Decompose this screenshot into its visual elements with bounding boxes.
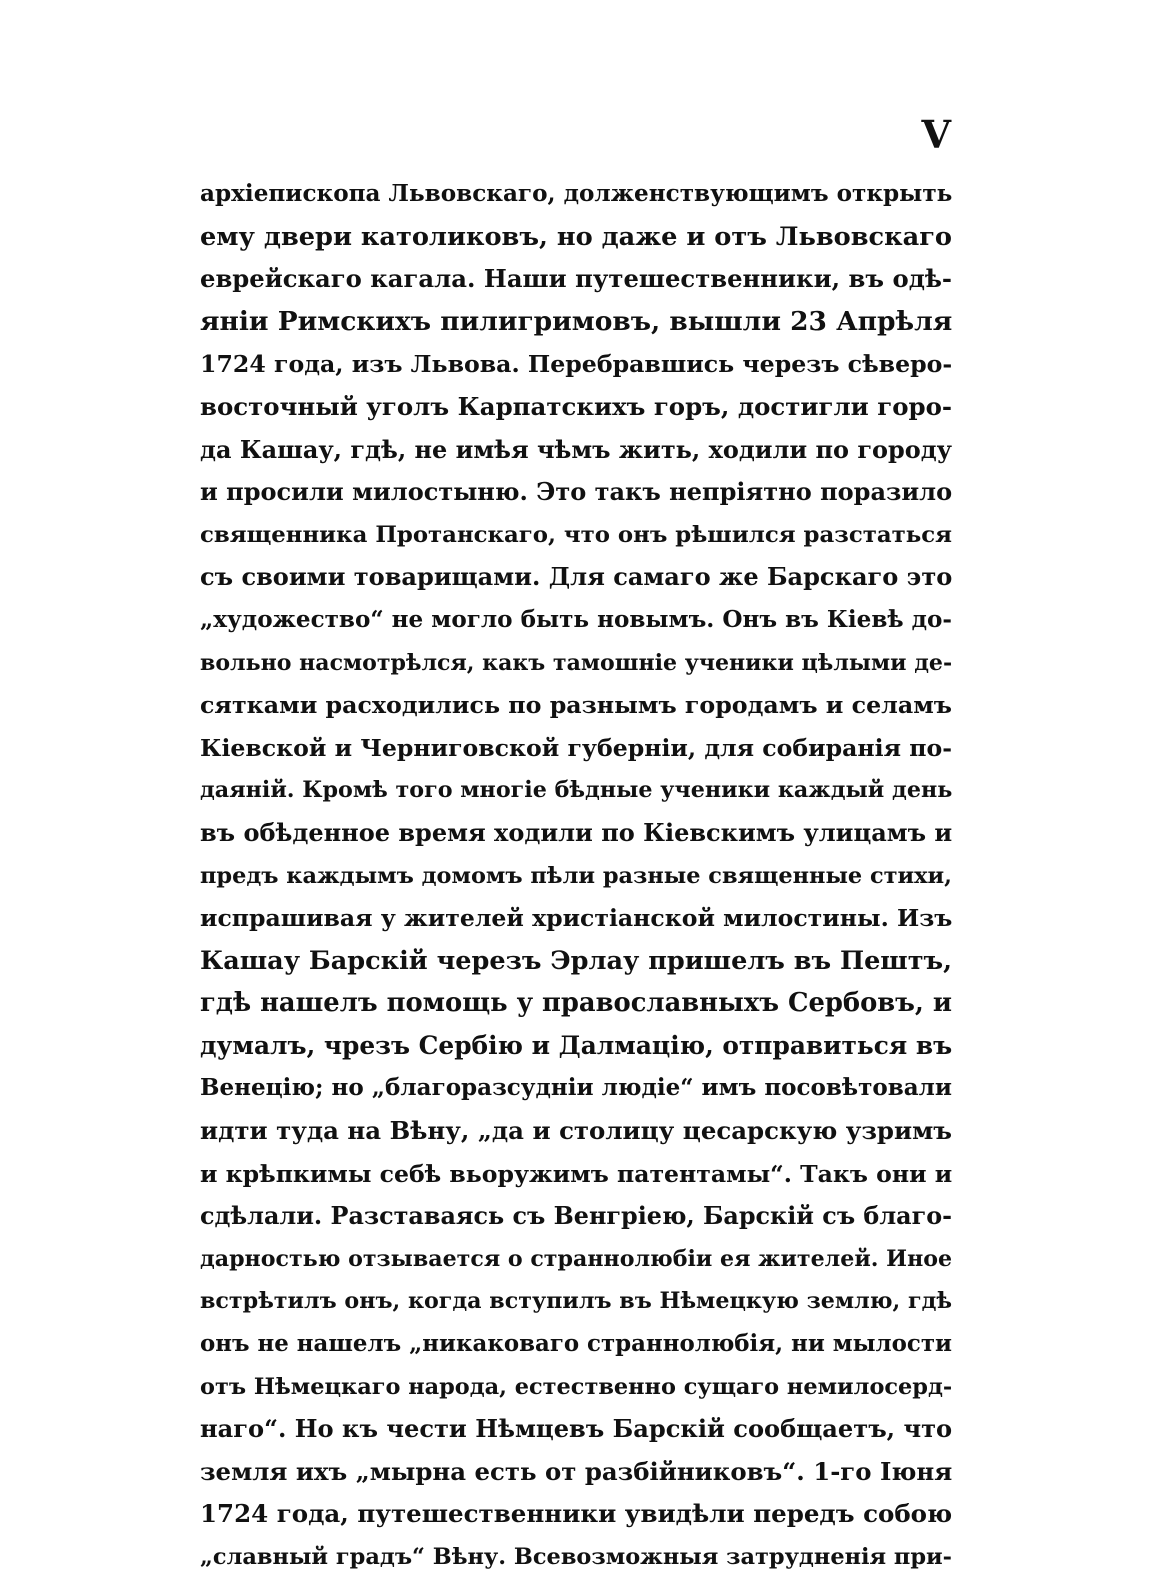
text-line: гдѣ нашелъ помощь у православныхъ Сербовъ, и xyxy=(200,988,952,1019)
text-line: испрашивая у жителей христіанской милостины. Изъ xyxy=(200,904,953,933)
text-line: 1724 года, изъ Львова. Перебравшись черезъ сѣверо- xyxy=(200,350,953,379)
text-line: 1724 года, путешественники увидѣли передъ собою xyxy=(200,1499,953,1529)
text-line: яніи Римскихъ пилигримовъ, вышли 23 Апрѣля xyxy=(200,305,953,337)
text-line: „художество“ не могло быть новымъ. Онъ въ Кіевѣ до- xyxy=(200,605,952,633)
text-line: и просили милостыню. Это такъ непріятно поразило xyxy=(200,477,953,507)
text-line: онъ не нашелъ „никаковаго страннолюбія, ни мылости xyxy=(200,1331,953,1358)
text-line: да Кашау, гдѣ, не имѣя чѣмъ жить, ходили по городу xyxy=(200,435,952,464)
text-line: наго“. Но къ чести Нѣмцевъ Барскій сообщаетъ, что xyxy=(200,1414,953,1444)
text-line: отъ Нѣмецкаго народа, естественно сущаго немилосерд- xyxy=(200,1373,953,1400)
text-line: архіепископа Львовскаго, долженствующимъ открыть xyxy=(200,180,953,207)
text-line: съ своими товарищами. Для самаго же Барскаго это xyxy=(200,562,953,592)
text-line: сятками расходились по разнымъ городамъ и селамъ xyxy=(200,691,952,720)
text-line: вольно насмотрѣлся, какъ тамошніе ученики цѣлыми де- xyxy=(200,649,953,676)
text-line: еврейскаго кагала. Наши путешественники, въ одѣ- xyxy=(200,264,952,294)
text-line: священника Протанскаго, что онъ рѣшился разстаться xyxy=(200,521,952,548)
text-line: дарностью отзывается о страннолюбіи ея жителей. Иное xyxy=(200,1245,953,1272)
text-line: въ обѣденное время ходили по Кіевскимъ улицамъ и xyxy=(200,817,953,847)
text-line: восточный уголъ Карпатскихъ горъ, достигли горо- xyxy=(200,391,952,421)
body-text xyxy=(200,173,952,1579)
text-line: сдѣлали. Разставаясь съ Венгріею, Барскій съ благо- xyxy=(200,1202,952,1231)
text-line: Кіевской и Черниговской губерніи, для собиранія по- xyxy=(200,733,952,762)
text-line: ему двери католиковъ, но даже и отъ Львовскаго xyxy=(200,221,952,252)
text-line: думалъ, чрезъ Сербію и Далмацію, отправиться въ xyxy=(200,1030,953,1060)
text-line: даяній. Кромѣ того многіе бѣдные ученики каждый день xyxy=(200,777,953,804)
text-line: и крѣпкимы себѣ вьоружимъ патентамы“. Такъ они и xyxy=(200,1159,953,1188)
text-line: предъ каждымъ домомъ пѣли разные священные стихи, xyxy=(200,862,952,889)
page-number: V xyxy=(921,112,951,157)
text-line: Кашау Барскій черезъ Эрлау пришелъ въ Пештъ, xyxy=(200,945,952,976)
text-line: встрѣтилъ онъ, когда вступилъ въ Нѣмецкую землю, гдѣ xyxy=(200,1288,952,1315)
text-line: Венецію; но „благоразсудніи людіе“ имъ посовѣтовали xyxy=(200,1074,952,1102)
text-line: идти туда на Вѣну, „да и столицу цесарскую узримъ xyxy=(200,1116,953,1146)
text-line: „славный градъ“ Вѣну. Всевозможныя затрудненія при- xyxy=(200,1544,952,1570)
text-line: земля ихъ „мырна есть от разбійниковъ“. 1-го Іюня xyxy=(200,1456,953,1486)
